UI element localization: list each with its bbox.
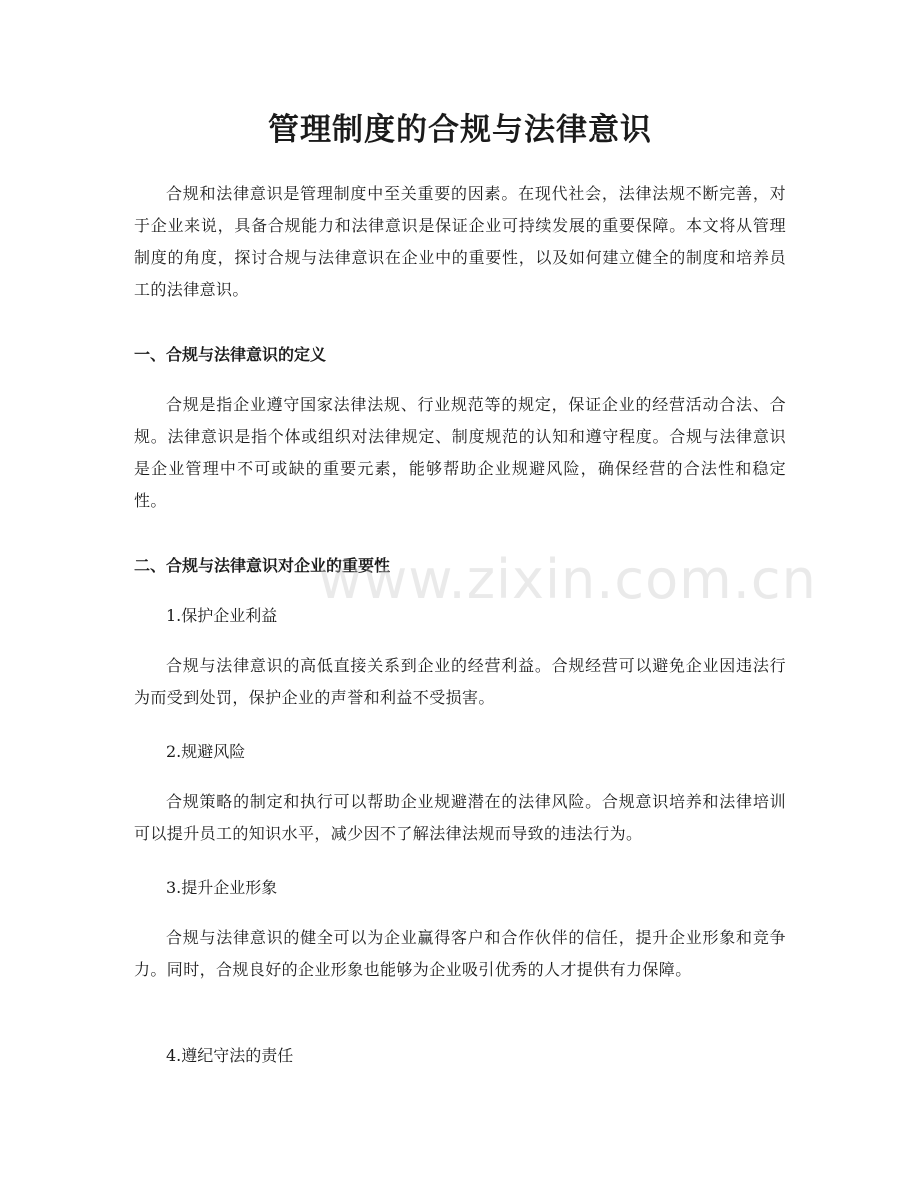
section-heading-definition: 一、合规与法律意识的定义 — [134, 345, 327, 364]
subheading-avoid-risk: 2.规避风险 — [166, 742, 246, 761]
paragraph-avoid-risk: 合规策略的制定和执行可以帮助企业规避潜在的法律风险。合规意识培养和法律培训可以提升员工的知识水平，减少因不了解法律法规而导致的违法行为。 — [134, 792, 786, 843]
intro-paragraph: 合规和法律意识是管理制度中至关重要的因素。在现代社会，法律法规不断完善，对于企业来说，具备合规能力和法律意识是保证企业可持续发展的重要保障。本文将从管理制度的角度，探讨合规与法律意识在企业中的重要性，以及如何建立健全的制度和培养员工的法律意识。 — [134, 184, 786, 299]
subheading-enhance-image: 3.提升企业形象 — [166, 878, 278, 897]
watermark: www.zixin.com.cn — [318, 548, 817, 611]
subheading-law-abiding-duty: 4.遵纪守法的责任 — [166, 1046, 294, 1065]
paragraph-protect-interests: 合规与法律意识的高低直接关系到企业的经营利益。合规经营可以避免企业因违法行为而受到处罚，保护企业的声誉和利益不受损害。 — [134, 656, 786, 707]
document-title: 管理制度的合规与法律意识 — [268, 112, 652, 148]
section-heading-importance: 二、合规与法律意识对企业的重要性 — [134, 556, 391, 575]
subheading-protect-interests: 1.保护企业利益 — [166, 606, 278, 625]
paragraph-enhance-image: 合规与法律意识的健全可以为企业赢得客户和合作伙伴的信任，提升企业形象和竞争力。同时，合规良好的企业形象也能够为企业吸引优秀的人才提供有力保障。 — [134, 928, 786, 979]
definition-paragraph: 合规是指企业遵守国家法律法规、行业规范等的规定，保证企业的经营活动合法、合规。法律意识是指个体或组织对法律规定、制度规范的认知和遵守程度。合规与法律意识是企业管理中不可或缺的重要元素，能够帮助企业规避风险，确保经营的合法性和稳定性。 — [134, 395, 786, 510]
